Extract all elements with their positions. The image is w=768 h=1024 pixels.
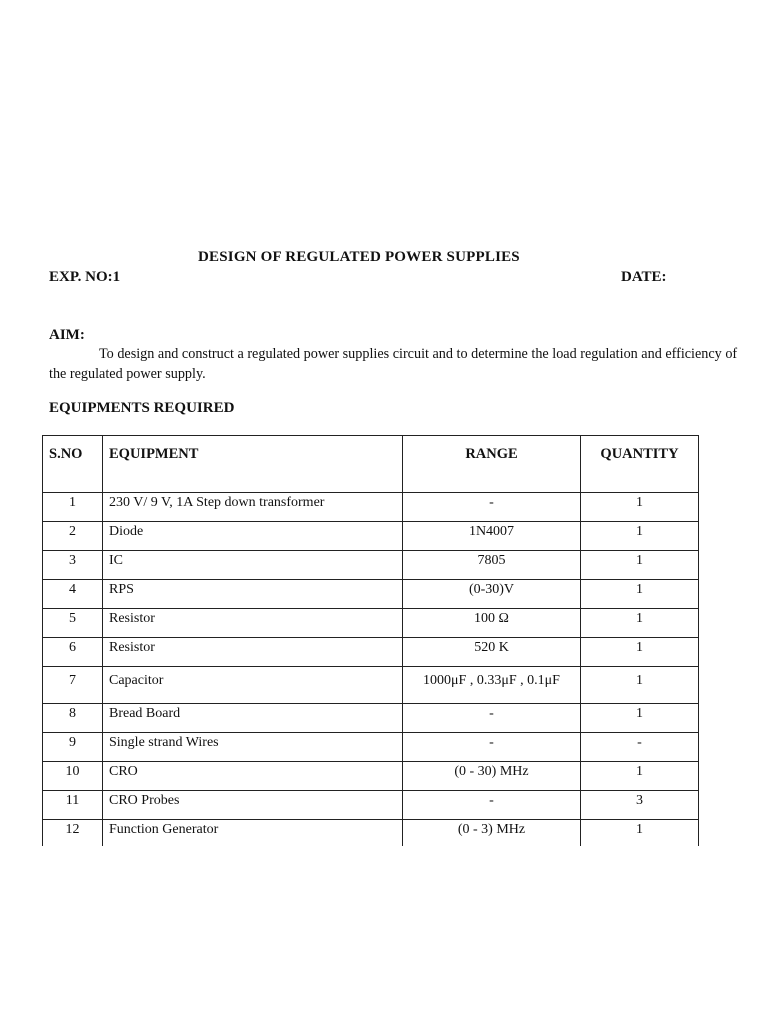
cell-range: - [403,733,581,762]
document-title: DESIGN OF REGULATED POWER SUPPLIES [198,249,520,265]
table-row [43,493,699,522]
table-row [43,580,699,609]
cell-equipment: CRO [103,762,403,791]
cell-range: 1000μF , 0.33μF , 0.1μF [403,667,581,704]
cell-equipment: Diode [103,522,403,551]
cell-sno: 2 [43,522,103,551]
cell-range: - [403,704,581,733]
cell-equipment: Resistor [103,609,403,638]
cell-sno: 5 [43,609,103,638]
table-row [43,704,699,733]
cell-sno: 6 [43,638,103,667]
cell-sno: 10 [43,762,103,791]
header-range: RANGE [403,436,581,493]
cell-sno: 7 [43,667,103,704]
header-equipment: EQUIPMENT [103,436,403,493]
cell-quantity: 1 [581,820,699,847]
cell-sno: 8 [43,704,103,733]
cell-sno: 4 [43,580,103,609]
cell-equipment: RPS [103,580,403,609]
table-row [43,733,699,762]
cell-equipment: 230 V/ 9 V, 1A Step down transformer [103,493,403,522]
cell-range: 520 K [403,638,581,667]
cell-sno: 12 [43,820,103,847]
aim-heading: AIM: [49,327,85,343]
cell-quantity: 1 [581,609,699,638]
table-row [43,609,699,638]
header-quantity: QUANTITY [581,436,699,493]
cell-quantity: 1 [581,704,699,733]
cell-equipment: Bread Board [103,704,403,733]
cell-equipment: Capacitor [103,667,403,704]
cell-equipment: Single strand Wires [103,733,403,762]
table-row [43,820,699,847]
cell-quantity: - [581,733,699,762]
cell-quantity: 3 [581,791,699,820]
cell-equipment: Function Generator [103,820,403,847]
cell-equipment: CRO Probes [103,791,403,820]
table-row [43,551,699,580]
cell-range: 7805 [403,551,581,580]
cell-range: (0 - 3) MHz [403,820,581,847]
cell-quantity: 1 [581,551,699,580]
cell-quantity: 1 [581,580,699,609]
cell-quantity: 1 [581,638,699,667]
cell-sno: 11 [43,791,103,820]
cell-range: 100 Ω [403,609,581,638]
cell-range: - [403,493,581,522]
cell-range: (0-30)V [403,580,581,609]
equipment-heading: EQUIPMENTS REQUIRED [49,400,235,416]
table-row [43,522,699,551]
table-row [43,638,699,667]
date-label: DATE: [621,269,667,285]
table-row [43,791,699,820]
experiment-number: EXP. NO:1 [49,269,121,285]
aim-text: To design and construct a regulated power supplies circuit and to determine the load regulation and efficiency of the regulated power supply. [49,346,738,382]
cell-quantity: 1 [581,493,699,522]
cell-quantity: 1 [581,667,699,704]
cell-quantity: 1 [581,762,699,791]
cell-range: (0 - 30) MHz [403,762,581,791]
cell-sno: 9 [43,733,103,762]
header-sno: S.NO [43,436,103,493]
cell-quantity: 1 [581,522,699,551]
cell-sno: 1 [43,493,103,522]
cell-equipment: IC [103,551,403,580]
equipment-table [42,435,699,846]
table-row [43,762,699,791]
cell-range: 1N4007 [403,522,581,551]
table-header-row [43,436,699,493]
table-row [43,667,699,704]
cell-equipment: Resistor [103,638,403,667]
cell-sno: 3 [43,551,103,580]
cell-range: - [403,791,581,820]
